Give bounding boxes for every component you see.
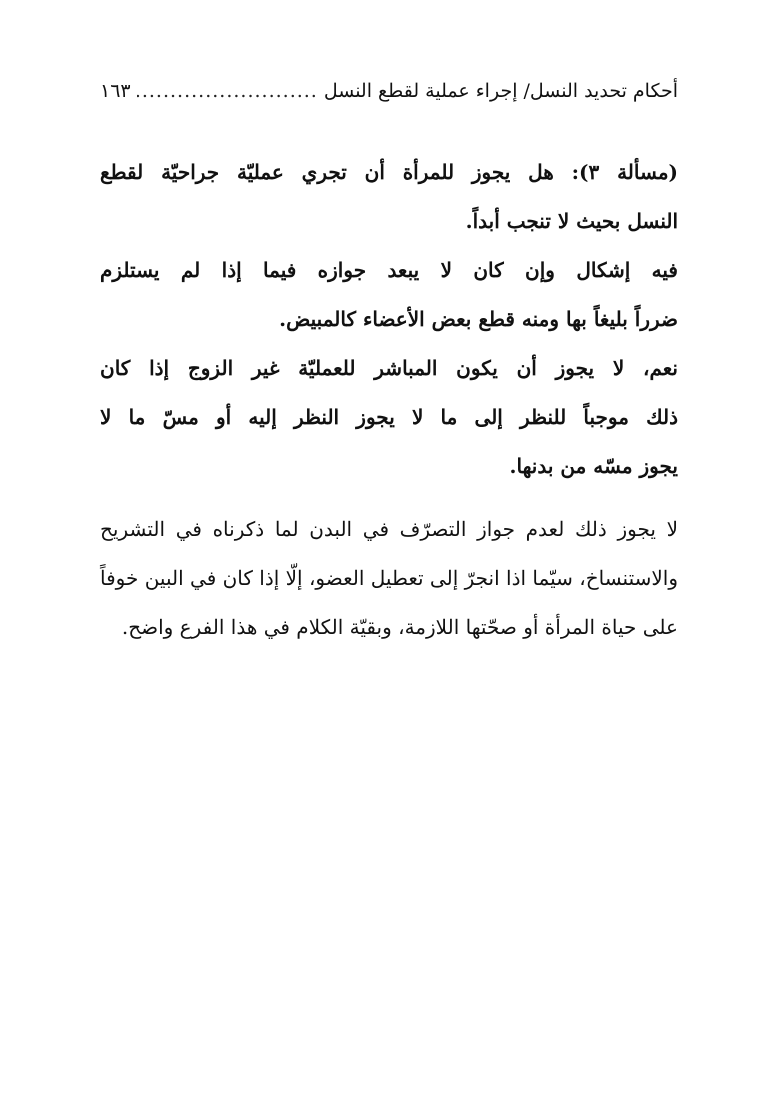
question-line: النسل بحيث لا تنجب أبداً. xyxy=(465,209,678,233)
question-block xyxy=(100,148,678,491)
header-title: أحكام تحديد النسل/ إجراء عملية لقطع النسل xyxy=(323,80,678,102)
page-content xyxy=(100,148,678,652)
question-line: ذلك موجباً للنظر إلى ما لا يجوز النظر إليه أو مسّ ما لا xyxy=(100,405,678,429)
answer-line: على حياة المرأة أو صحّتها اللازمة، وبقيّة الكلام في هذا الفرع واضح. xyxy=(121,615,678,639)
question-line: (مسألة ٣): هل يجوز للمرأة أن تجري عمليّة جراحيّة لقطع xyxy=(100,160,678,184)
question-line: فيه إشكال وإن كان لا يبعد جوازه فيما إذا لم يستلزم xyxy=(100,258,678,282)
question-line: ضرراً بليغاً بها ومنه قطع بعض الأعضاء كالمبيض. xyxy=(279,307,678,331)
question-line: نعم، لا يجوز أن يكون المباشر للعمليّة غير الزوج إذا كان xyxy=(100,356,678,380)
question-line: يجوز مسّه من بدنها. xyxy=(509,454,678,478)
page-number: ١٦٣ xyxy=(100,80,131,102)
running-header xyxy=(100,80,678,120)
answer-block xyxy=(100,505,678,652)
answer-line: والاستنساخ، سيّما اذا انجرّ إلى تعطيل العضو، إلّا إذا كان في البين خوفاً xyxy=(100,566,678,590)
answer-line: لا يجوز ذلك لعدم جواز التصرّف في البدن لما ذكرناه في التشريح xyxy=(100,517,678,541)
header-dot-leader xyxy=(137,80,318,102)
